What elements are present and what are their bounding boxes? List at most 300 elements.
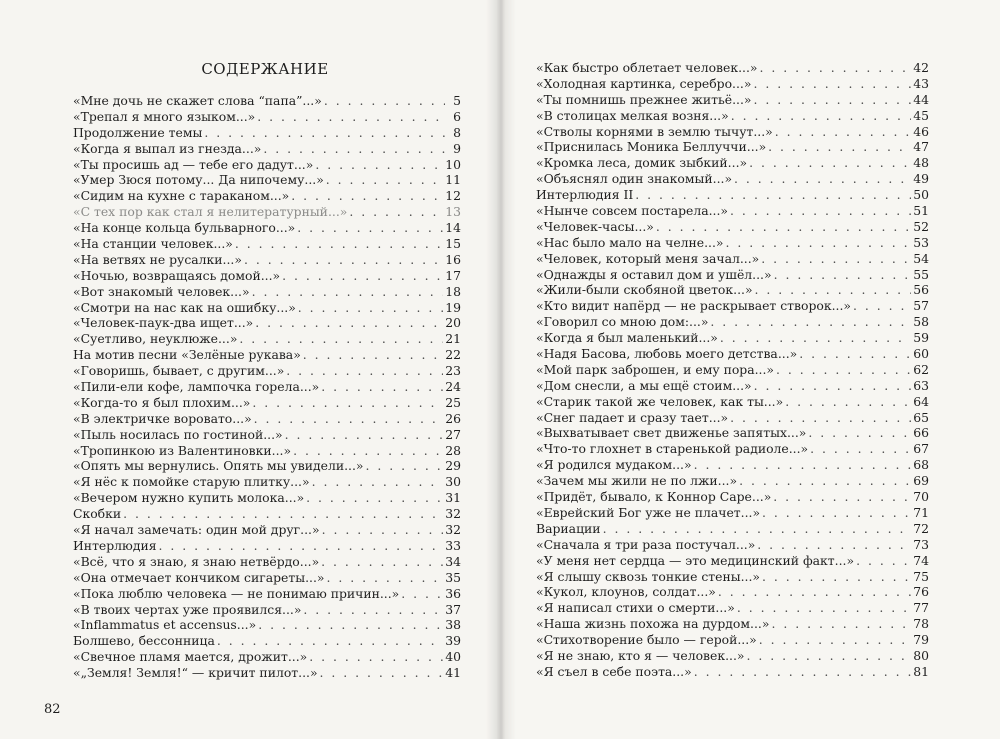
toc-leader-dots xyxy=(252,395,443,411)
toc-entry xyxy=(73,586,461,602)
toc-entry-title: «Я написал стихи о смерти...» xyxy=(536,600,735,616)
toc-entry xyxy=(536,124,929,140)
toc-leader-dots xyxy=(244,252,443,268)
toc-entry-page: 63 xyxy=(913,377,929,393)
toc-entry-title: «Я не знаю, кто я — человек...» xyxy=(536,647,745,663)
toc-entry-title: «Нынче совсем постарела...» xyxy=(536,203,729,219)
toc-entry-page: 33 xyxy=(445,537,461,553)
toc-entry-title: «Человек-паук-два ищет...» xyxy=(73,315,254,331)
toc-entry-page: 74 xyxy=(913,552,929,568)
toc-entry-page: 36 xyxy=(445,585,461,601)
toc-entry-page: 14 xyxy=(445,220,461,236)
toc-leader-dots xyxy=(739,473,911,489)
toc-entry xyxy=(536,314,929,330)
toc-entry xyxy=(73,188,461,204)
toc-entry-title: «Мой парк заброшен, и ему пора...» xyxy=(536,361,774,377)
toc-entry-page: 8 xyxy=(453,124,461,140)
toc-entry-title: «Дом снесли, а мы ещё стоим...» xyxy=(536,377,752,393)
toc-entry-title: Интерлюдия II xyxy=(536,187,634,203)
toc-entry-title: «Она отмечает кончиком сигареты...» xyxy=(73,569,325,585)
toc-entry-page: 31 xyxy=(445,490,461,506)
toc-entry xyxy=(73,538,461,554)
toc-entry xyxy=(536,171,929,187)
toc-entry-title: «Когда-то я был плохим...» xyxy=(73,394,251,410)
toc-leader-dots xyxy=(326,172,443,188)
toc-entry-title: «Inflammatus et accensus...» xyxy=(73,617,257,633)
page-title: СОДЕРЖАНИЕ xyxy=(201,60,329,78)
toc-entry-title: «Я родился мудаком...» xyxy=(536,457,692,473)
toc-entry-page: 53 xyxy=(913,234,929,250)
toc-leader-dots xyxy=(326,570,443,586)
toc-entry-page: 26 xyxy=(445,410,461,426)
toc-entry-title: «Трепал я много языком...» xyxy=(73,108,256,124)
toc-leader-dots xyxy=(718,584,911,600)
toc-entry xyxy=(73,204,461,220)
toc-entry xyxy=(536,298,929,314)
toc-leader-dots xyxy=(730,203,911,219)
toc-leader-dots xyxy=(737,600,911,616)
toc-leader-dots xyxy=(321,554,443,570)
toc-entry-page: 54 xyxy=(913,250,929,266)
toc-entry-page: 32 xyxy=(445,522,461,538)
toc-entry-page: 40 xyxy=(445,649,461,665)
toc-left-column xyxy=(73,93,461,681)
toc-entry xyxy=(73,125,461,141)
toc-leader-dots xyxy=(710,314,911,330)
toc-leader-dots xyxy=(286,363,443,379)
toc-entry-title: «Я нёс к помойке старую плитку...» xyxy=(73,474,310,490)
toc-entry-title: «Говоришь, бывает, с другим...» xyxy=(73,363,285,379)
toc-entry-page: 67 xyxy=(913,441,929,457)
toc-entry xyxy=(73,331,461,347)
toc-leader-dots xyxy=(217,633,443,649)
toc-leader-dots xyxy=(853,298,911,314)
toc-leader-dots xyxy=(757,537,911,553)
toc-entry xyxy=(73,252,461,268)
toc-entry-page: 39 xyxy=(445,633,461,649)
toc-leader-dots xyxy=(759,632,911,648)
toc-entry xyxy=(536,648,929,664)
toc-entry-page: 78 xyxy=(913,616,929,632)
toc-entry-page: 52 xyxy=(913,218,929,234)
toc-entry-page: 62 xyxy=(913,361,929,377)
toc-leader-dots xyxy=(747,648,912,664)
toc-entry-title: «Объяснял один знакомый...» xyxy=(536,171,733,187)
toc-entry-title: «„Земля! Земля!“ — кричит пилот...» xyxy=(73,665,318,681)
toc-entry-title: «Нас было мало на челне...» xyxy=(536,234,724,250)
toc-entry xyxy=(536,219,929,235)
toc-entry-title: «Кукол, клоунов, солдат...» xyxy=(536,584,716,600)
toc-entry-title: «Сначала я три раза постучал...» xyxy=(536,536,756,552)
toc-leader-dots xyxy=(309,649,443,665)
toc-entry-page: 43 xyxy=(913,75,929,91)
toc-entry xyxy=(73,458,461,474)
toc-entry xyxy=(73,315,461,331)
toc-right-column xyxy=(536,60,929,680)
toc-entry-title: «На ветвях не русалки...» xyxy=(73,251,242,267)
toc-leader-dots xyxy=(808,425,911,441)
toc-leader-dots xyxy=(291,188,443,204)
toc-entry-title: «Зачем мы жили не по лжи...» xyxy=(536,473,738,489)
toc-leader-dots xyxy=(257,109,445,125)
toc-leader-dots xyxy=(315,157,443,173)
toc-leader-dots xyxy=(254,411,444,427)
toc-leader-dots xyxy=(694,664,912,680)
toc-leader-dots xyxy=(366,458,444,474)
toc-entry-title: «Холодная картинка, серебро...» xyxy=(536,75,752,91)
toc-entry xyxy=(73,506,461,522)
toc-entry xyxy=(73,395,461,411)
toc-entry xyxy=(73,379,461,395)
toc-entry-title: «Кромка леса, домик зыбкий...» xyxy=(536,155,748,171)
toc-entry xyxy=(73,236,461,252)
toc-entry-page: 64 xyxy=(913,393,929,409)
toc-leader-dots xyxy=(656,219,911,235)
toc-entry-page: 13 xyxy=(445,204,461,220)
toc-entry-page: 68 xyxy=(913,457,929,473)
toc-leader-dots xyxy=(761,251,911,267)
toc-entry-title: «Наша жизнь похожа на дурдом...» xyxy=(536,616,770,632)
toc-entry-title: Вариации xyxy=(536,520,601,536)
toc-leader-dots xyxy=(263,141,445,157)
toc-entry-page: 76 xyxy=(913,584,929,600)
toc-entry-title: «Ночью, возвращаясь домой...» xyxy=(73,267,281,283)
toc-entry-page: 58 xyxy=(913,314,929,330)
toc-entry xyxy=(73,602,461,618)
toc-entry-page: 32 xyxy=(445,506,461,522)
toc-entry xyxy=(73,570,461,586)
toc-entry-page: 42 xyxy=(913,60,929,75)
toc-entry-page: 66 xyxy=(913,425,929,441)
toc-leader-dots xyxy=(749,155,911,171)
toc-entry-page: 6 xyxy=(453,108,461,124)
toc-leader-dots xyxy=(754,92,912,108)
toc-leader-dots xyxy=(774,267,912,283)
toc-entry xyxy=(536,473,929,489)
toc-entry xyxy=(536,632,929,648)
toc-leader-dots xyxy=(320,665,444,681)
toc-entry xyxy=(536,187,929,203)
toc-entry-title: «Кто видит напёрд — не раскрывает створок...» xyxy=(536,298,851,314)
toc-entry-title: «На конце кольца бульварного...» xyxy=(73,220,296,236)
toc-entry-page: 46 xyxy=(913,123,929,139)
toc-entry-title: «Сидим на кухне с тараканом...» xyxy=(73,188,290,204)
toc-leader-dots xyxy=(762,505,911,521)
toc-entry-page: 72 xyxy=(913,520,929,536)
toc-entry-page: 51 xyxy=(913,203,929,219)
toc-entry xyxy=(73,649,461,665)
toc-leader-dots xyxy=(775,124,911,140)
toc-entry xyxy=(536,616,929,632)
toc-entry-title: «Надя Басова, любовь моего детства...» xyxy=(536,346,798,362)
toc-leader-dots xyxy=(235,236,443,252)
toc-entry-title: «Когда я выпал из гнезда...» xyxy=(73,140,262,156)
toc-entry-title: «В твоих чертах уже проявился...» xyxy=(73,601,302,617)
toc-entry-title: «Я слышу сквозь тонкие стены...» xyxy=(536,568,760,584)
toc-entry xyxy=(73,490,461,506)
toc-entry xyxy=(536,108,929,124)
toc-entry-page: 45 xyxy=(913,107,929,123)
toc-entry xyxy=(536,60,929,76)
toc-entry-page: 47 xyxy=(913,139,929,155)
toc-entry-title: «Человек-часы...» xyxy=(536,218,654,234)
toc-entry-page: 9 xyxy=(453,140,461,156)
toc-leader-dots xyxy=(731,108,912,124)
toc-entry xyxy=(73,617,461,633)
toc-entry-title: «Когда я был маленький...» xyxy=(536,330,718,346)
toc-entry-page: 49 xyxy=(913,171,929,187)
toc-entry-title: «Умер Зюся потому... Да нипочему...» xyxy=(73,172,324,188)
toc-leader-dots xyxy=(785,394,911,410)
toc-entry xyxy=(536,362,929,378)
toc-entry-page: 16 xyxy=(445,251,461,267)
toc-leader-dots xyxy=(258,617,443,633)
toc-entry-page: 5 xyxy=(453,93,461,108)
toc-entry xyxy=(536,235,929,251)
toc-entry-page: 10 xyxy=(445,156,461,172)
toc-entry-title: Интерлюдия xyxy=(73,537,157,553)
toc-entry-page: 69 xyxy=(913,473,929,489)
toc-entry xyxy=(536,410,929,426)
toc-entry xyxy=(73,220,461,236)
toc-entry-title: «Смотри на нас как на ошибку...» xyxy=(73,299,296,315)
toc-leader-dots xyxy=(734,171,911,187)
toc-leader-dots xyxy=(322,522,444,538)
toc-entry xyxy=(536,505,929,521)
toc-leader-dots xyxy=(312,474,444,490)
toc-entry-title: «Выхватывает свет движенье запятых...» xyxy=(536,425,807,441)
toc-entry xyxy=(536,378,929,394)
toc-entry-page: 11 xyxy=(445,172,461,188)
toc-leader-dots xyxy=(799,346,911,362)
toc-leader-dots xyxy=(204,125,445,141)
toc-entry-page: 18 xyxy=(445,283,461,299)
toc-entry xyxy=(536,457,929,473)
toc-entry-page: 21 xyxy=(445,331,461,347)
toc-entry-title: «Снег падает и сразу тает...» xyxy=(536,409,729,425)
toc-entry-page: 75 xyxy=(913,568,929,584)
toc-entry-title: «Стволы корнями в землю тычут...» xyxy=(536,123,773,139)
toc-leader-dots xyxy=(762,569,911,585)
toc-leader-dots xyxy=(321,379,443,395)
toc-entry-page: 71 xyxy=(913,504,929,520)
toc-leader-dots xyxy=(768,139,911,155)
toc-entry xyxy=(536,489,929,505)
toc-entry xyxy=(73,172,461,188)
toc-entry-title: «Еврейский Бог уже не плачет...» xyxy=(536,504,761,520)
toc-entry xyxy=(73,474,461,490)
toc-entry-page: 37 xyxy=(445,601,461,617)
toc-leader-dots xyxy=(285,427,444,443)
book-spine xyxy=(486,0,516,739)
toc-entry-page: 55 xyxy=(913,266,929,282)
toc-entry xyxy=(73,411,461,427)
toc-entry xyxy=(73,157,461,173)
toc-entry xyxy=(536,664,929,680)
toc-entry xyxy=(73,268,461,284)
toc-leader-dots xyxy=(773,489,911,505)
toc-entry-title: «Ты помнишь прежнее житьё...» xyxy=(536,91,752,107)
toc-entry xyxy=(73,93,461,109)
toc-entry-page: 57 xyxy=(913,298,929,314)
toc-entry-page: 23 xyxy=(445,363,461,379)
toc-entry-title: «Ты просишь ад — тебе его дадут...» xyxy=(73,156,314,172)
toc-entry-page: 44 xyxy=(913,91,929,107)
toc-entry-page: 15 xyxy=(445,236,461,252)
toc-entry-title: Болшево, бессонница xyxy=(73,633,215,649)
toc-entry-page: 80 xyxy=(913,647,929,663)
toc-leader-dots xyxy=(239,331,443,347)
toc-leader-dots xyxy=(303,347,443,363)
toc-entry xyxy=(73,141,461,157)
toc-leader-dots xyxy=(694,457,912,473)
toc-entry xyxy=(73,363,461,379)
toc-entry-page: 20 xyxy=(445,315,461,331)
toc-entry-title: «Пили-ели кофе, лампочка горела...» xyxy=(73,379,320,395)
toc-entry-title: «Мне дочь не скажет слова “папа”...» xyxy=(73,93,322,108)
toc-entry xyxy=(536,553,929,569)
toc-leader-dots xyxy=(635,187,911,203)
toc-entry xyxy=(536,282,929,298)
toc-entry-page: 24 xyxy=(445,379,461,395)
toc-entry xyxy=(73,300,461,316)
toc-entry-title: «Как быстро облетает человек...» xyxy=(536,60,758,75)
toc-entry xyxy=(536,441,929,457)
toc-entry-title: «В столицах мелкая возня...» xyxy=(536,107,729,123)
toc-entry xyxy=(73,347,461,363)
toc-entry xyxy=(73,427,461,443)
toc-entry-page: 59 xyxy=(913,330,929,346)
toc-entry-title: «Вечером нужно купить молока...» xyxy=(73,490,305,506)
toc-entry xyxy=(536,203,929,219)
toc-entry-page: 79 xyxy=(913,632,929,648)
toc-entry-title: «Суетливо, неуклюже...» xyxy=(73,331,238,347)
toc-leader-dots xyxy=(255,315,443,331)
toc-leader-dots xyxy=(297,220,443,236)
toc-entry xyxy=(73,554,461,570)
toc-entry-title: «Пока люблю человека — не понимаю причин...» xyxy=(73,585,400,601)
toc-entry-title: «Тропинкою из Валентиновки...» xyxy=(73,442,292,458)
toc-leader-dots xyxy=(603,521,912,537)
toc-entry xyxy=(536,600,929,616)
toc-entry xyxy=(536,346,929,362)
toc-entry-title: «Свечное пламя мается, дрожит...» xyxy=(73,649,308,665)
toc-entry-title: «Стихотворение было — герой...» xyxy=(536,632,757,648)
toc-leader-dots xyxy=(401,586,443,602)
toc-entry-page: 70 xyxy=(913,489,929,505)
toc-entry xyxy=(536,584,929,600)
toc-entry-page: 34 xyxy=(445,553,461,569)
toc-entry-title: Продолжение темы xyxy=(73,124,203,140)
toc-entry-page: 81 xyxy=(913,663,929,679)
toc-entry xyxy=(536,330,929,346)
toc-entry-title: «Жили-были скобяной цветок...» xyxy=(536,282,753,298)
toc-entry xyxy=(73,522,461,538)
toc-entry-page: 65 xyxy=(913,409,929,425)
toc-entry xyxy=(536,267,929,283)
toc-entry-title: «Всё, что я знаю, я знаю нетвёрдо...» xyxy=(73,553,320,569)
toc-leader-dots xyxy=(298,300,443,316)
toc-leader-dots xyxy=(856,553,911,569)
toc-entry xyxy=(73,284,461,300)
toc-entry-page: 17 xyxy=(445,267,461,283)
toc-entry xyxy=(536,521,929,537)
toc-entry xyxy=(73,443,461,459)
page-number: 82 xyxy=(44,702,61,717)
toc-entry xyxy=(73,633,461,649)
toc-entry-title: «На станции человек...» xyxy=(73,236,233,252)
toc-leader-dots xyxy=(755,282,912,298)
toc-entry-title: «С тех пор как стал я нелитературный...» xyxy=(73,204,348,220)
toc-entry-page: 30 xyxy=(445,474,461,490)
toc-leader-dots xyxy=(754,378,912,394)
toc-leader-dots xyxy=(293,443,443,459)
toc-leader-dots xyxy=(123,506,443,522)
toc-leader-dots xyxy=(720,330,911,346)
toc-leader-dots xyxy=(771,616,911,632)
toc-entry-page: 22 xyxy=(445,347,461,363)
toc-entry-page: 25 xyxy=(445,394,461,410)
toc-entry xyxy=(536,139,929,155)
toc-entry-title: «Однажды я оставил дом и ушёл...» xyxy=(536,266,772,282)
toc-leader-dots xyxy=(324,93,445,109)
toc-entry xyxy=(536,537,929,553)
toc-leader-dots xyxy=(726,235,912,251)
toc-entry-page: 41 xyxy=(445,665,461,681)
toc-entry-title: «Опять мы вернулись. Опять мы увидели...» xyxy=(73,458,364,474)
toc-leader-dots xyxy=(349,204,443,220)
toc-leader-dots xyxy=(303,602,443,618)
toc-entry xyxy=(536,569,929,585)
toc-entry-page: 73 xyxy=(913,536,929,552)
toc-leader-dots xyxy=(159,538,444,554)
toc-entry-title: «Говорил со мною дом:...» xyxy=(536,314,709,330)
toc-entry-title: «Пыль носилась по гостиной...» xyxy=(73,426,283,442)
toc-entry-title: Скобки xyxy=(73,506,122,522)
toc-entry-page: 48 xyxy=(913,155,929,171)
toc-leader-dots xyxy=(252,284,444,300)
toc-entry-page: 27 xyxy=(445,426,461,442)
toc-entry xyxy=(536,251,929,267)
toc-leader-dots xyxy=(810,441,911,457)
toc-entry-title: «Я начал замечать: один мой друг...» xyxy=(73,522,320,538)
toc-entry-page: 28 xyxy=(445,442,461,458)
toc-entry-title: «Старик такой же человек, как ты...» xyxy=(536,393,784,409)
toc-entry-page: 77 xyxy=(913,600,929,616)
toc-entry-title: «Я съел в себе поэта...» xyxy=(536,663,692,679)
toc-entry xyxy=(536,76,929,92)
toc-leader-dots xyxy=(730,410,911,426)
toc-entry xyxy=(536,155,929,171)
toc-leader-dots xyxy=(306,490,443,506)
toc-entry-title: «Придёт, бывало, к Коннор Саре...» xyxy=(536,489,772,505)
toc-entry-page: 19 xyxy=(445,299,461,315)
toc-entry-title: На мотив песни «Зелёные рукава» xyxy=(73,347,301,363)
toc-entry-title: «Приснилась Моника Беллуччи...» xyxy=(536,139,767,155)
toc-entry-page: 29 xyxy=(445,458,461,474)
toc-entry xyxy=(536,425,929,441)
toc-entry-title: «В электричке воровато...» xyxy=(73,410,252,426)
toc-entry-page: 12 xyxy=(445,188,461,204)
toc-entry-page: 56 xyxy=(913,282,929,298)
toc-entry-page: 50 xyxy=(913,187,929,203)
toc-entry-title: «У меня нет сердца — это медицинский факт...» xyxy=(536,552,855,568)
toc-leader-dots xyxy=(282,268,443,284)
toc-entry xyxy=(73,665,461,681)
toc-entry xyxy=(536,92,929,108)
toc-leader-dots xyxy=(776,362,911,378)
toc-leader-dots xyxy=(759,60,911,76)
